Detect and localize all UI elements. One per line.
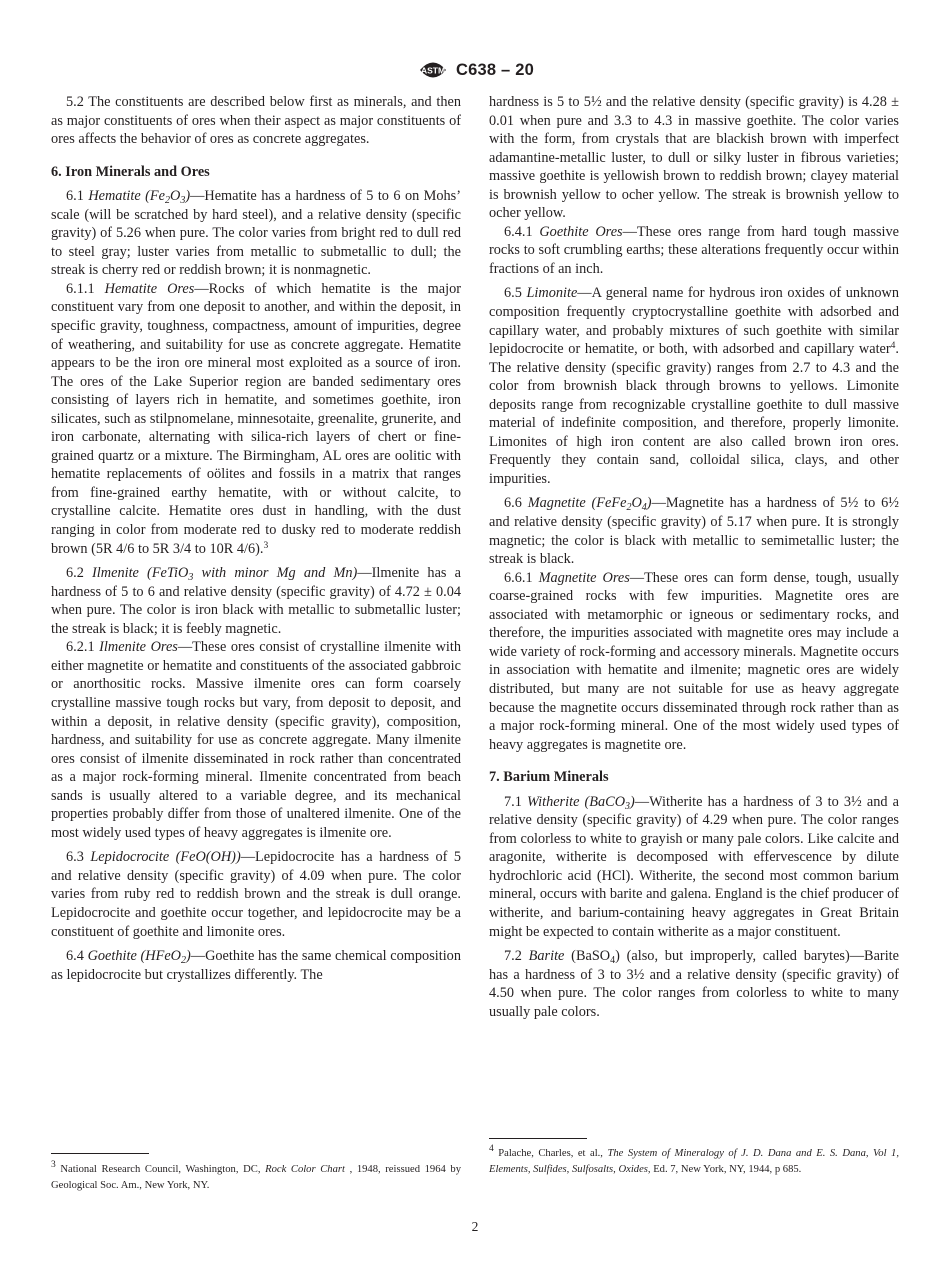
clause-title: Limonite [526,285,578,302]
clause-body: —Magnetite has a hardness of 5½ to 6½ and relative density (specific gravity) of 5.17 when pure. It is strongly magnetic; the color is black with metallic to semimetallic luster; the streak is black. [489,495,899,568]
clause-title: Witherite (BaCO$_3$) [527,793,635,812]
clause-body: —A general name for hydrous iron oxides of unknown composition frequently cryptocrystalline goethite with adsorbed and capillary water, and probably mixtures of such goethite with similar lepidocrocite or hematite, or both, with adsorbed and capillary water [489,285,899,358]
clause-title: Goethite (HFeO$_2$) [87,948,191,967]
logo-text: ASTM [420,65,446,76]
paragraph-6-1 [51,187,461,280]
clause-number: 6.5 [504,285,522,302]
clause-number: 6.1 [66,188,84,205]
clause-number: 6.2.1 [66,639,95,656]
clause-title: Hematite $(Fe_2O_3)$ [88,188,191,207]
clause-title: Hematite Ores [104,280,195,297]
footnote-title: Rock Color Chart [265,1164,345,1175]
footnote-divider-left [51,1153,149,1154]
clause-number: 7.2 [504,948,522,965]
footnote-mark: 4 [489,1144,494,1154]
clause-number: 7.1 [504,793,522,810]
footnote-divider-right [489,1138,587,1139]
clause-number: 6.4.1 [504,223,533,240]
paragraph-5-2: 5.2 The constituents are described below first as minerals, and then as major constituents of ores when their aspect as major constituents of ores affects the behavior of ores as concrete aggregates. [51,94,461,148]
clause-number: 6.2 [66,565,84,582]
paragraph-6-5 [489,284,899,488]
clause-number: 6.6.1 [504,569,533,586]
clause-body: —Goethite has the same chemical composition as lepidocrocite but crystallizes differently. The [51,948,461,983]
astm-logo-icon [416,57,450,83]
page-number: 2 [471,1219,479,1234]
footnote-ref-4[interactable]: 4 [890,341,896,352]
clause-body: —These ores range from hard tough massive rocks to soft crumbling earths; these alterations frequently occur within fractions of an inch. [489,223,899,277]
clause-title: Goethite Ores [539,223,623,240]
clause-title: Barite [528,948,565,965]
clause-body: (also, but improperly, called barytes)—Barite has a hardness of 3 to 3½ and a relative density (specific gravity) of 4.50 when pure. The color ranges from colorless to white to many usually pale colors. [489,948,899,1020]
clause-title: Magnetite $(FeFe_2O_4)$ [527,495,652,514]
clause-body: —These ores consist of crystalline ilmenite with either magnetite or hematite and constituents of the associated gabbroic or anorthositic rocks. Massive ilmenite ores can form coarsely crystalline massive tough rocks but vary, from deposit to deposit, and within a deposit, in relative density (specific gravity), composition, hardness, and suitability for use as concrete aggregate. Many ilmenite ores consist of ilmenite disseminated in rock rather than concentrated as a major rock-forming mineral. Ilmenite concentrated from beach sands is usually altered to a variable degree, and its mechanical properties probably differ from those of unaltered ilmenite. One of the most widely used types of heavy aggregates is ilmenite ore. [51,639,461,841]
chemical-formula: (BaSO$_4$) [564,948,620,967]
paragraph-6-2 [51,564,461,638]
clause-body: —Hematite has a hardness of 5 to 6 on Mohs’ scale (will be scratched by hard steel), and a relative density (specific gravity) of 5.26 when pure. The color varies from bright red to dull red to steel gray; luster varies from metallic to submetallic to dull; the streak is cherry red or reddish brown; it is nonmagnetic. [51,188,461,279]
standard-designation: C638 – 20 [456,60,534,79]
footnote-mark: 3 [51,1160,56,1170]
paragraph-6-6-1 [489,569,899,754]
clause-title: Ilmenite (FeTiO$_3$ with minor Mg and Mn) [92,565,358,584]
clause-body: —Ilmenite has a hardness of 5 to 6 and relative density (specific gravity) of 4.72 ± 0.04 when pure. The color is iron black with metallic to submetallic luster; the streak is black; it is feebly magnetic. [51,565,461,637]
clause-body: —Witherite has a hardness of 3 to 3½ and a relative density (specific gravity) of 4.29 when pure. The color ranges from colorless to white to grayish or many pale colors. Like calcite and aragonite, witherite is decomposed with effervescence by dilute hydrochloric acid (HCl). Witherite, the second most common barium mineral, occurs with barite and galena. England is the chief producer of witherite, and barium-containing heavy aggregates in Great Britain might be expected to contain witherite as a major constituent. [489,793,899,940]
paragraph-6-1-1 [51,280,461,558]
left-column [51,93,461,984]
clause-number: 6.4 [66,948,84,965]
paragraph-6-3 [51,848,461,941]
footnote-title: The System of Mineralogy of J. D. Dana and E. S. Dana, Vol 1, Elements, Sulfides, Sulfosalts, Oxides, [489,1148,899,1176]
clause-title: Magnetite Ores [538,569,630,586]
paragraph-6-4 [51,947,461,984]
clause-number: 6.6 [504,495,522,512]
paragraph-6-4-1 [489,223,899,279]
paragraph-6-4-continued: hardness is 5 to 5½ and the relative density (specific gravity) is 4.28 ± 0.01 when pure and 3.3 to 4.3 in massive goethite. The color varies with the form, from crystals that are blackish brown with imperfect adamantine-metallic luster, to dull or silky luster in fibrous varieties; massive goethite is yellowish brown to reddish brown; clayey material is brownish yellow to ocher yellow. The streak is brownish yellow to ocher yellow. [489,94,899,222]
paragraph-7-1 [489,793,899,941]
footnote-3: $^3$ National Research Council, Washington, DC, Rock Color Chart , 1948, reissued 1964 by Geological Soc. Am., New York, NY. [51,1160,461,1192]
clause-body-continued: . The relative density (specific gravity) ranges from 2.7 to 4.3 and the color from brownish black through browns to yellows. Limonite deposits range from recognizable crystalline goethite to dull massive material of indefinite composition, and therefore, properly limonite. Limonites of high iron content are also called brown iron ores. Frequently they contain sand, colloidal silica, clays, and other impurities. [489,341,899,487]
footnote-ref-3[interactable]: 3 [263,540,269,551]
clause-number: 6.3 [66,849,84,866]
right-column [489,93,899,1021]
footnote-4: $^4$ Palache, Charles, et al., The System of Mineralogy of J. D. Dana and E. S. Dana, Vol 1, Elements, Sulfides, Sulfosalts, Oxides, Ed. 7, New York, NY, 1944, p 685. [489,1144,899,1176]
paragraph-6-6 [489,494,899,568]
section-heading-6: 6. Iron Minerals and Ores [51,163,210,180]
section-heading-7: 7. Barium Minerals [489,769,609,786]
clause-body: —Rocks of which hematite is the major constituent vary from one deposit to another, and within the deposit, in specific gravity, toughness, compactness, amount of impurities, degree of weathering, and suitability for use as concrete aggregate. Hematite appears to be the iron ore mineral most exploited as a source of iron. The ores of the Lake Superior region are banded sedimentary ores consisting of layers rich in hematite, and sometimes goethite, iron silicates, such as stilpnomelane, minnesotaite, greenalite, grunerite, and iron carbonate, alternating with silica-rich layers of chert or fine-grained quartz or a mixture. The Birmingham, AL ores are oolitic with hematite replacements of oölites and fossils in a matrix that ranges from fine-grained earthy hematite, with or without calcite, to crystalline calcite. Hematite ores dust in handling, with the dust ranging in color from moderate red to dusky red to moderate reddish brown (5R 4/6 to 5R 3/4 to 10R 4/6). [51,280,462,557]
clause-number: 6.1.1 [66,280,95,297]
clause-title: Ilmenite Ores [99,639,178,656]
paragraph-7-2 [489,947,899,1021]
clause-title: Lepidocrocite (FeO(OH)) [90,849,241,866]
clause-body: —Lepidocrocite has a hardness of 5 and relative density (specific gravity) of 4.09 when pure. The color varies from ruby red to reddish brown and the streak is dull orange. Lepidocrocite and goethite occur together, and lepidocrocite may be a constituent of goethite and limonite ores. [51,849,462,940]
paragraph-6-2-1 [51,638,461,842]
clause-body: —These ores can form dense, tough, usually coarse-grained rocks with few impurities. Magnetite ores are associated with metamorphic or igneous or sedimentary rocks, and therefore, the impurities associated with magnetite ores may include a wide variety of rock-forming and accessory minerals. Magnetite occurs in association with hematite and ilmenite; magnetic ores are widely distributed, but many are not suitable for use as heavy aggregate because the magnetite occurs disseminated through rock rather than as a major rock-forming mineral. One of the most widely used types of heavy aggregates is magnetite ore. [489,569,899,753]
page-header [0,57,950,83]
